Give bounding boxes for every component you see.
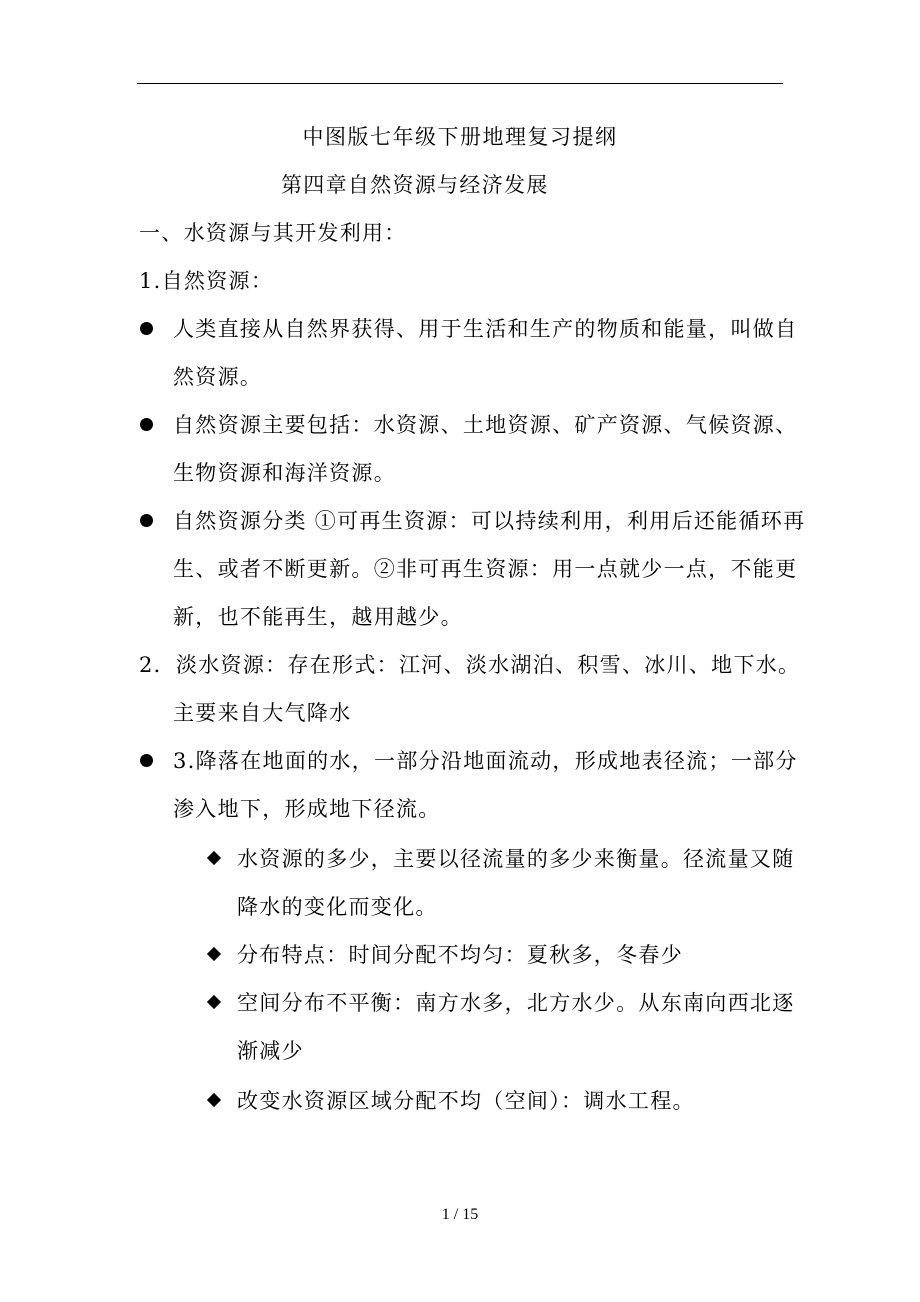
bullet3-line3: 新，也不能再生，越用越少。 xyxy=(173,605,463,629)
diamond-bullet-icon xyxy=(207,851,221,865)
document-title: 中图版七年级下册地理复习提纲 xyxy=(302,125,618,149)
bullet-dot-icon xyxy=(140,322,153,335)
sub3-line1: 空间分布不平衡：南方水多，北方水少。从东南向西北逐 xyxy=(237,991,795,1015)
diamond-bullet-icon xyxy=(207,995,221,1009)
bullet4-line2: 渗入地下，形成地下径流。 xyxy=(173,797,441,821)
bullet-dot-icon xyxy=(140,418,153,431)
diamond-bullet-icon xyxy=(207,1093,221,1107)
bullet3-line1: 自然资源分类 ①可再生资源：可以持续利用，利用后还能循环再 xyxy=(173,509,806,533)
sub2-line1: 分布特点：时间分配不均匀：夏秋多，冬春少 xyxy=(237,943,683,967)
page-number: 1 / 15 xyxy=(441,1206,479,1223)
diamond-bullet-icon xyxy=(207,947,221,961)
bullet-dot-icon xyxy=(140,754,153,767)
bullet-dot-icon xyxy=(140,514,153,527)
item2-line2: 主要来自大气降水 xyxy=(173,701,352,725)
sub3-line2: 渐减少 xyxy=(237,1039,304,1063)
header-rule xyxy=(137,83,783,84)
sub1-line1: 水资源的多少，主要以径流量的多少来衡量。径流量又随 xyxy=(237,847,795,871)
sub4-line1: 改变水资源区域分配不均（空间）：调水工程。 xyxy=(237,1089,695,1113)
bullet1-line1: 人类直接从自然界获得、用于生活和生产的物质和能量，叫做自 xyxy=(173,317,798,341)
section-heading: 一、水资源与其开发利用： xyxy=(139,221,407,245)
sub1-line2: 降水的变化而变化。 xyxy=(237,895,438,919)
bullet3-line2: 生、或者不断更新。②非可再生资源：用一点就少一点，不能更 xyxy=(173,557,798,581)
bullet2-line1: 自然资源主要包括：水资源、土地资源、矿产资源、气候资源、 xyxy=(173,413,798,437)
bullet4-line1: 3.降落在地面的水，一部分沿地面流动，形成地表径流；一部分 xyxy=(173,749,798,773)
item2-line1: 2．淡水资源：存在形式：江河、淡水湖泊、积雪、冰川、地下水。 xyxy=(139,653,801,677)
bullet1-line2: 然资源。 xyxy=(173,365,263,389)
bullet2-line2: 生物资源和海洋资源。 xyxy=(173,461,396,485)
chapter-heading: 第四章自然资源与经济发展 xyxy=(281,173,549,197)
item1-heading: 1.自然资源： xyxy=(139,269,274,293)
